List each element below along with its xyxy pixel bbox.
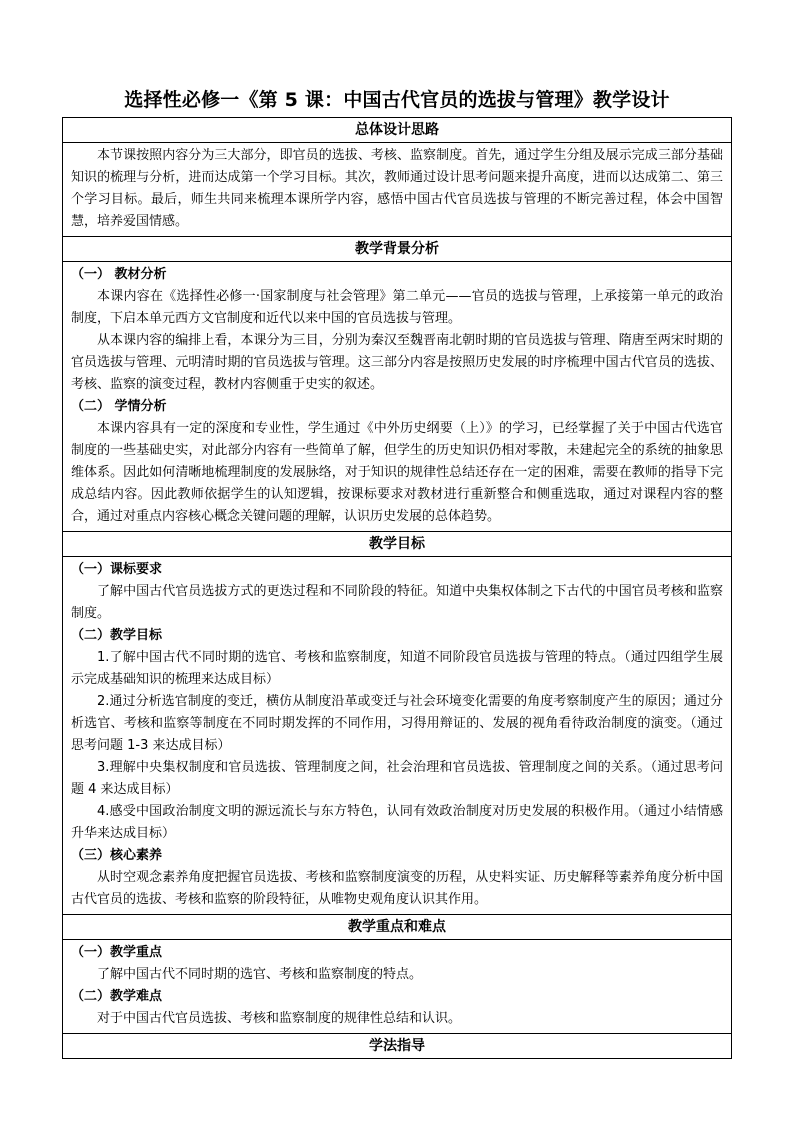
document-title: 选择性必修一《第 5 课：中国古代官员的选拔与管理》教学设计 [124, 89, 670, 111]
subheading-key-points: （一）教学重点 [71, 945, 163, 960]
goals-header-row [63, 532, 732, 557]
design-content-row [63, 143, 732, 237]
textbook-paragraph: 从本课内容的编排上看，本课分为三目，分别为秦汉至魏晋南北朝时期的官员选拔与管理、隋唐至两宋时期的官员选拔与管理、元明清时期的官员选拔与管理。这三部分内容是按照历史发展的时序梳理中国古代官员的选拔、考核、监察的演变过程，教材内容侧重于史实的叙述。 [71, 333, 723, 392]
goal-item: 2.通过分析选官制度的变迁，横仿从制度沿革或变迁与社会环境变化需要的角度考察制度产生的原因；通过分析选官、考核和监察等制度在不同时期发挥的不同作用，习得用辩证的、发展的视角看待政治制度的演变。（通过思考问题 1-3 来达成目标） [71, 694, 723, 753]
subheading-teaching-goals: （二）教学目标 [71, 628, 163, 643]
lesson-plan-table [62, 117, 732, 1059]
difficult-point-paragraph: 对于中国古代官员选拔、考核和监察制度的规律性总结和认识。 [97, 1011, 462, 1026]
goal-item: 3.理解中央集权制度和官员选拔、管理制度之间，社会治理和官员选拔、管理制度之间的关系。（通过思考问题 4 来达成目标） [71, 760, 723, 797]
background-content-cell [63, 262, 732, 532]
keypoints-content-row [63, 940, 732, 1034]
section-heading-method: 学法指导 [63, 1034, 732, 1059]
method-header-row [63, 1034, 732, 1059]
goal-item: 4.感受中国政治制度文明的源远流长与东方特色，认同有效政治制度对历史发展的积极作用。（通过小结情感升华来达成目标） [71, 804, 723, 841]
key-point-paragraph: 了解中国古代不同时期的选官、考核和监察制度的特点。 [97, 967, 423, 982]
subheading-student-analysis: （二） 学情分析 [71, 399, 167, 414]
goals-content-row [63, 557, 732, 915]
textbook-paragraph: 本课内容在《选择性必修一·国家制度与社会管理》第二单元——官员的选拔与管理，上承接第一单元的政治制度，下启本单元西方文官制度和近代以来中国的官员选拔与管理。 [71, 289, 723, 326]
curriculum-paragraph: 了解中国古代官员选拔方式的更迭过程和不同阶段的特征。知道中央集权体制之下古代的中国官员考核和监察制度。 [71, 584, 723, 621]
subheading-difficult-points: （二）教学难点 [71, 989, 163, 1004]
design-paragraph: 本节课按照内容分为三大部分，即官员的选拔、考核、监察制度。首先，通过学生分组及展示完成三部分基础知识的梳理与分析，进而达成第一个学习目标。其次，教师通过设计思考问题来提升高度，进而以达成第二、第三个学习目标。最后，师生共同来梳理本课所学内容，感悟中国古代官员选拔与管理的不断完善过程，体会中国智慧，培养爱国情感。 [71, 148, 723, 229]
subheading-textbook-analysis: （一） 教材分析 [71, 267, 167, 282]
design-content-cell [63, 143, 732, 237]
goals-content-cell [63, 557, 732, 915]
section-heading-goals: 教学目标 [63, 532, 732, 557]
subheading-core-literacy: （三）核心素养 [71, 848, 163, 863]
core-literacy-paragraph: 从时空观念素养角度把握官员选拔、考核和监察制度演变的历程，从史料实证、历史解释等素养角度分析中国古代官员的选拔、考核和监察的阶段特征，从唯物史观角度认识其作用。 [71, 870, 723, 907]
background-content-row [63, 262, 732, 532]
design-header-row [63, 118, 732, 143]
background-header-row [63, 237, 732, 262]
subheading-curriculum-requirements: （一）课标要求 [71, 562, 163, 577]
section-heading-background: 教学背景分析 [63, 237, 732, 262]
student-paragraph: 本课内容具有一定的深度和专业性，学生通过《中外历史纲要（上）》的学习，已经掌握了关于中国古代选官制度的一些基础史实，对此部分内容有一些简单了解，但学生的历史知识仍相对零散，未建起完全的系统的抽象思维体系。因此如何清晰地梳理制度的发展脉络，对于知识的规律性总结还存在一定的困难，需要在教师的指导下完成总结内容。因此教师依据学生的认知逻辑，按课标要求对教材进行重新整合和侧重选取，通过对课程内容的整合，通过对重点内容核心概念关键问题的理解，认识历史发展的总体趋势。 [71, 421, 723, 524]
section-heading-design: 总体设计思路 [63, 118, 732, 143]
keypoints-header-row [63, 915, 732, 940]
goal-item: 1.了解中国古代不同时期的选官、考核和监察制度，知道不同阶段官员选拔与管理的特点。（通过四组学生展示完成基础知识的梳理来达成目标） [71, 650, 723, 687]
keypoints-content-cell [63, 940, 732, 1034]
section-heading-keypoints: 教学重点和难点 [63, 915, 732, 940]
